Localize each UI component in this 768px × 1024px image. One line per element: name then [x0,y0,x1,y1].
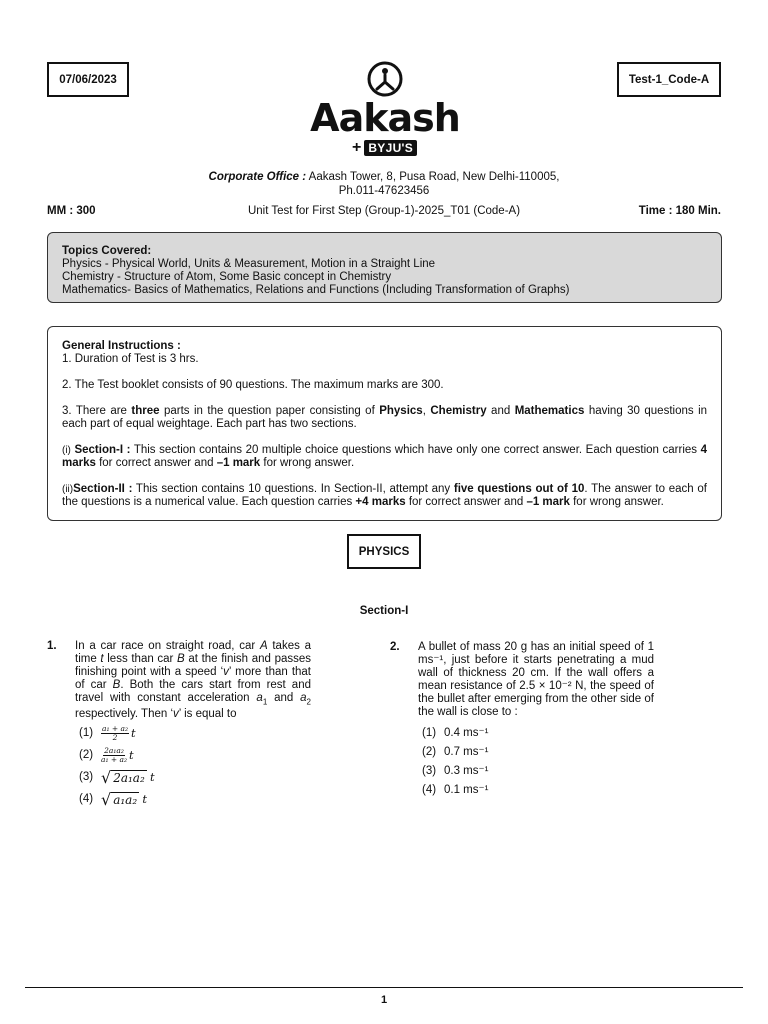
logo-byjus [352,140,417,156]
option-2[interactable]: (2) 0.7 ms⁻¹ [422,746,489,758]
logo-byjus-text: BYJU'S [364,140,417,156]
question-1 [47,640,315,820]
test-time: Time : 180 Min. [638,205,721,217]
test-code: Test-1_Code-A [628,73,710,86]
square-root: √ 2a₁a₂ [101,767,145,787]
fraction: $\frac{\text{2a₁a₂}}{\text{a₁ + a₂}}$ [101,745,128,764]
option-1[interactable]: (1) 0.4 ms⁻¹ [422,727,489,739]
aakash-byjus-logo [310,60,460,160]
options [79,722,155,810]
question-number: 1. [47,640,57,652]
option-3[interactable]: (3) √ 2a₁a₂ t [79,767,155,787]
footer-divider [25,987,743,988]
instructions-heading: General Instructions : [62,340,181,352]
option-4[interactable]: (4) 0.1 ms⁻¹ [422,784,489,796]
topic-physics: Physics - Physical World, Units & Measurement, Motion in a Straight Line [62,258,436,270]
test-date: 07/06/2023 [59,73,117,86]
general-instructions-box [47,326,722,521]
topic-chemistry: Chemistry - Structure of Atom, Some Basic concept in Chemistry [62,271,392,283]
test-code-box [617,62,721,97]
question-stem: A bullet of mass 20 g has an initial speed of 1 ms⁻¹, just before it starts penetrating a mud wall of thickness 20 cm. If the wall offers a mean resistance of 2.5 × 10⁻² N, the speed of the bullet after emerging from the other side of the wall is close to : [418,641,654,718]
logo-wordmark: Aakash [310,96,460,140]
instruction-1: 1. Duration of Test is 3 hrs. [62,353,199,365]
options [422,724,488,800]
logo-plus: + [352,139,362,156]
option-2[interactable]: (2) $\frac{\text{2a₁a₂}}{\text{a₁ + a₂}}$ t [79,745,134,764]
max-marks: MM : 300 [47,205,96,217]
topics-covered-box [47,232,722,303]
office-address: Aakash Tower, 8, Pusa Road, New Delhi-110005, [308,171,560,183]
question-2 [390,641,658,811]
question-stem: In a car race on straight road, car A takes a time t less than car B at the finish and passes finishing point with a speed ‘v’ more than that of car B. Both the cars start from rest and travel with constant acceleration $a_1$ and $a_2$ respectively. Then ‘v’ is equal to [75,640,312,721]
section-label: Section-I [359,605,409,617]
instruction-2: 2. The Test booklet consists of 90 questions. The maximum marks are 300. [62,379,444,391]
instruction-section-2: (ii)Section-II : This section contains 10 questions. In Section-II, attempt any five questions out of 10. The answer to each of the questions is a numerical value. Each question carries +4 marks for correct answer and –1 mark for wrong answer. [62,483,707,508]
test-date-box [47,62,129,97]
aakash-emblem-icon [365,60,405,98]
test-title: Unit Test for First Step (Group-1)-2025_T01 (Code-A) [247,205,521,217]
office-phone: Ph.011-47623456 [338,185,430,197]
office-label: Corporate Office : [208,171,307,183]
square-root: √ a₁a₂ [101,789,138,809]
topic-mathematics: Mathematics- Basics of Mathematics, Relations and Functions (Including Transformation of Graphs) [62,284,570,296]
topics-heading: Topics Covered: [62,245,152,257]
option-3[interactable]: (3) 0.3 ms⁻¹ [422,765,489,777]
subject-label: PHYSICS [358,545,410,558]
option-1[interactable]: (1) $\frac{\text{a₁ + a₂}}{2}$ t [79,723,136,742]
page-number: 1 [380,994,388,1006]
question-number: 2. [390,641,400,653]
subject-physics-box [347,534,421,569]
instruction-section-1: (i) Section-I : This section contains 20 multiple choice questions which have only one correct answer. Each question carries 4 marks for correct answer and –1 mark for wrong answer. [62,444,708,469]
fraction: $\frac{\text{a₁ + a₂}}{2}$ [102,723,129,742]
instruction-3: 3. There are three parts in the question paper consisting of Physics, Chemistry and Mathematics having 30 questions in each part of equal weightage. Each part has two sections. [62,405,708,430]
option-4[interactable]: (4) √ a₁a₂ t [79,789,147,809]
corporate-office [150,170,618,198]
